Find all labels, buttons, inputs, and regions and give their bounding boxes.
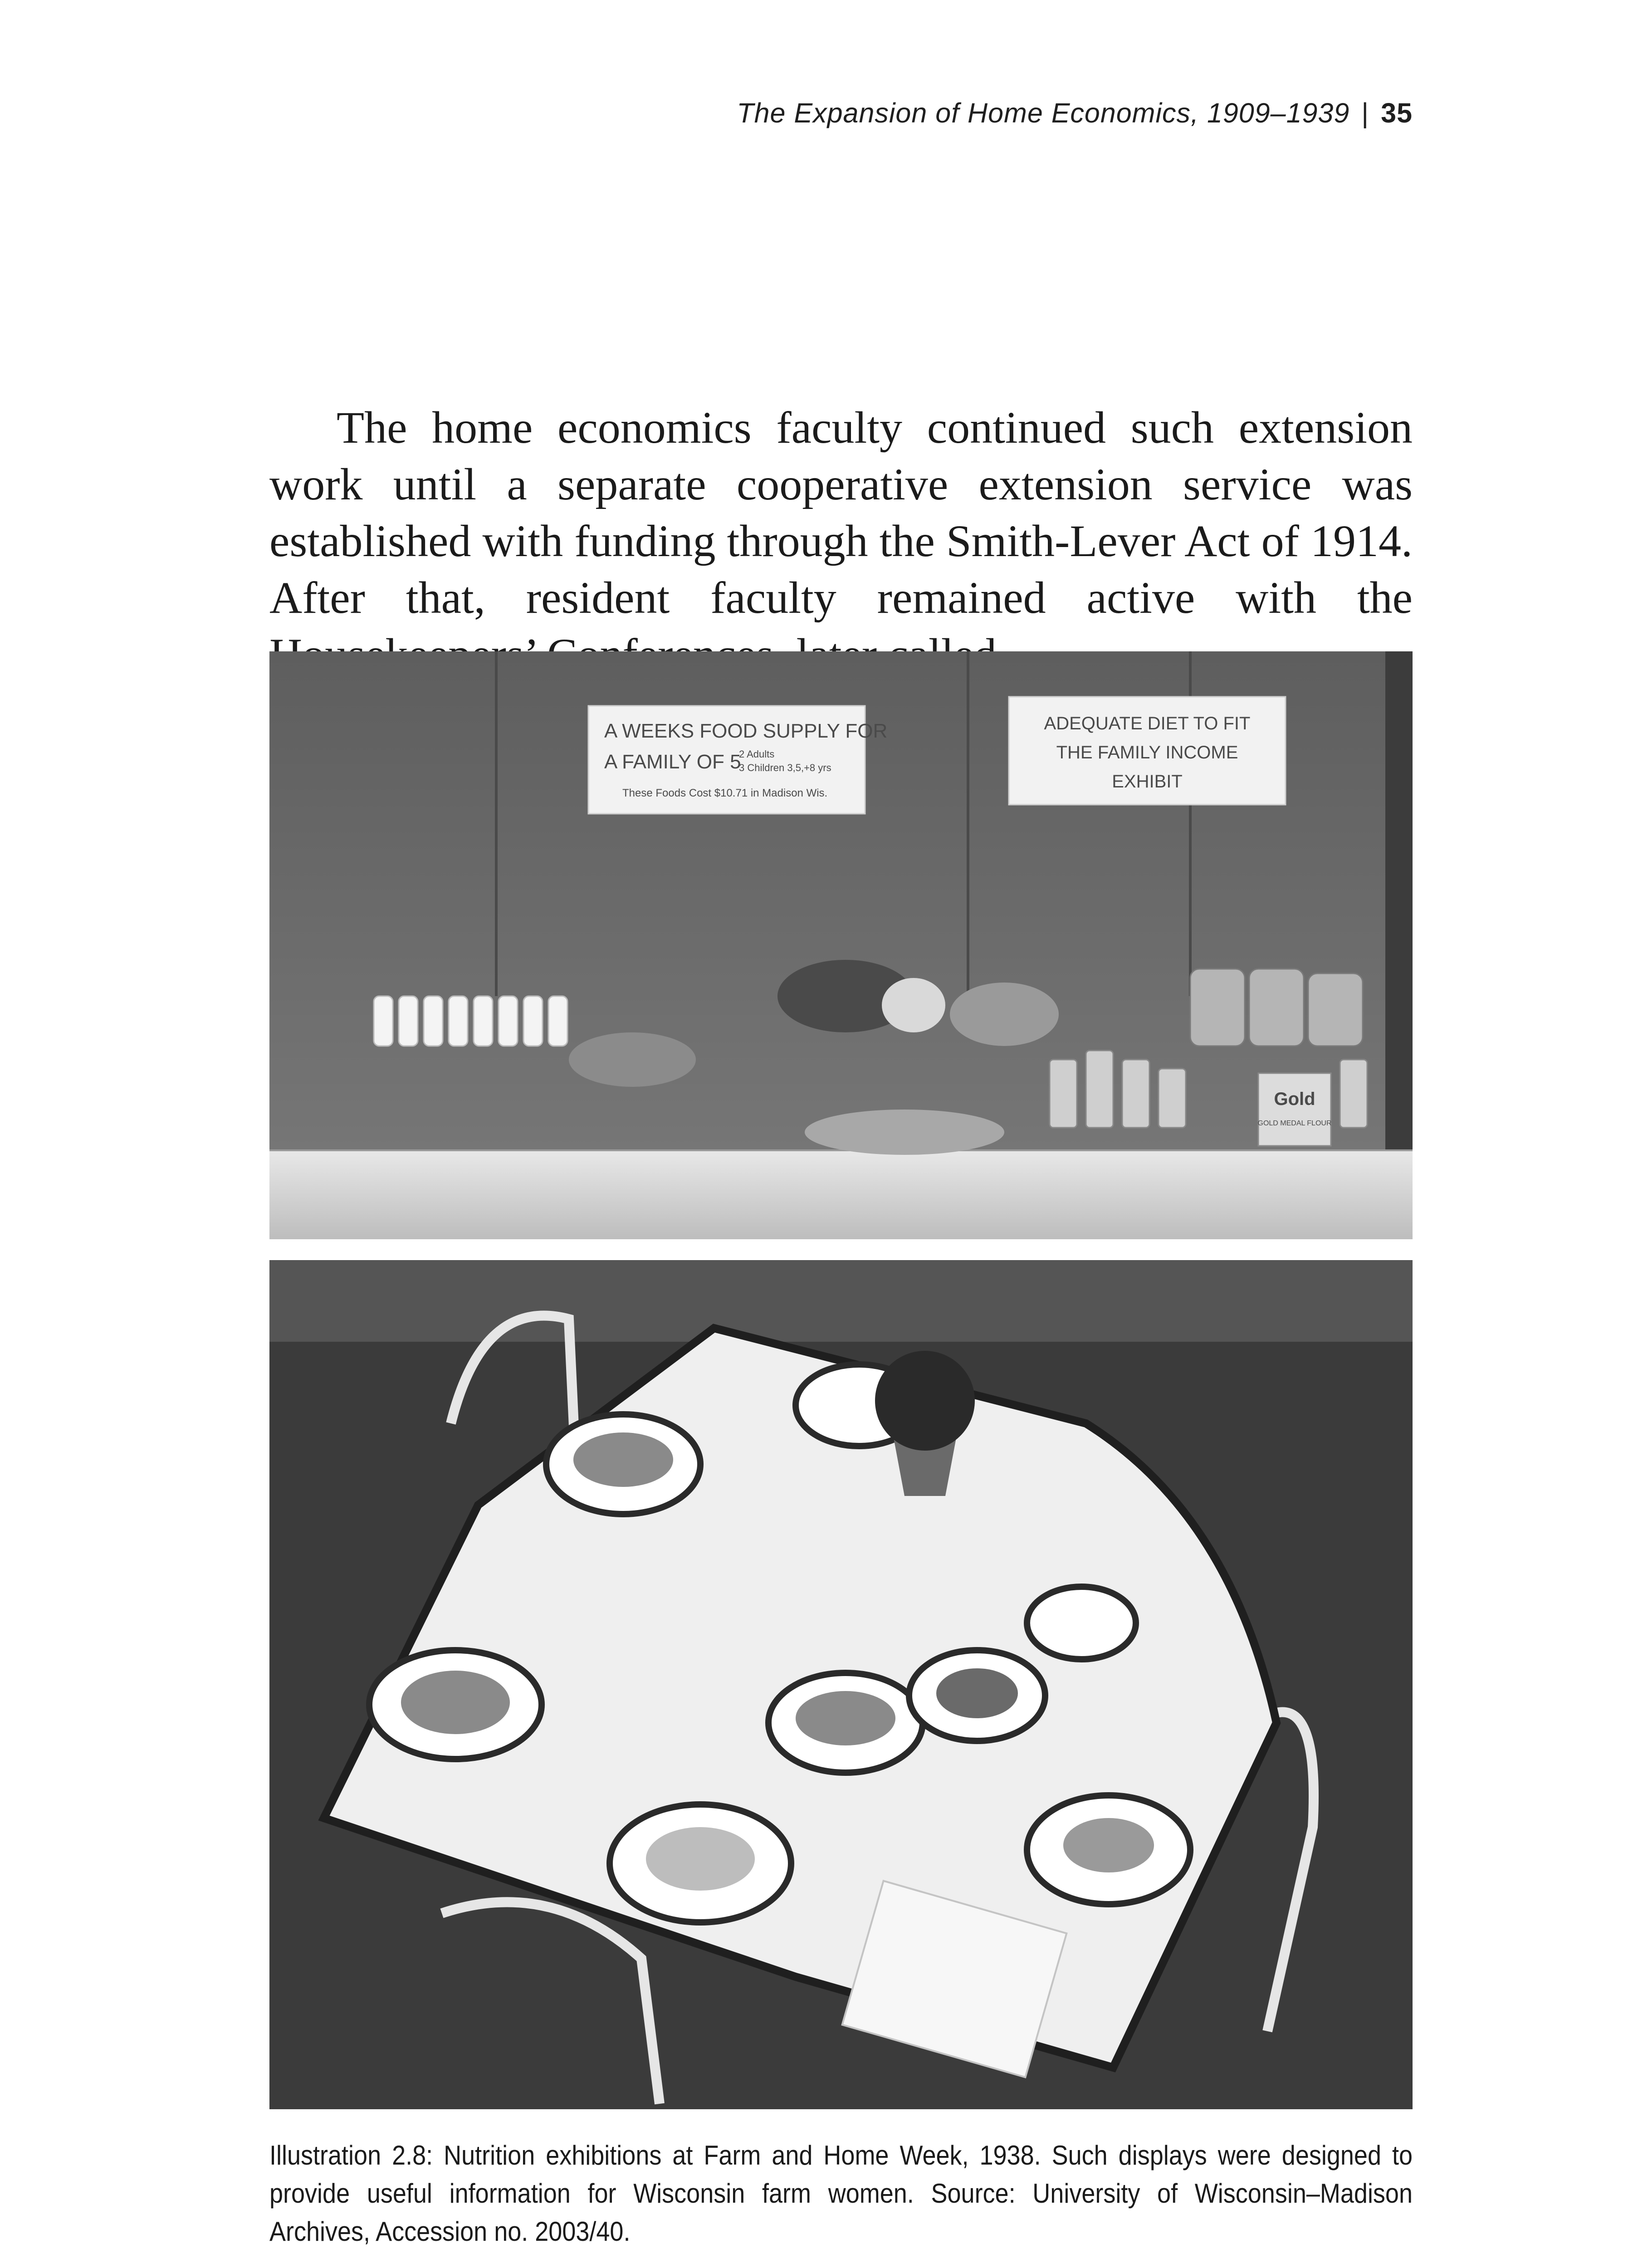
sign-left-brace-line1: 2 Adults: [739, 748, 775, 760]
sign-left-line3: These Foods Cost $10.71 in Madison Wis.: [622, 787, 828, 799]
dining-table-illustration: [269, 1260, 1413, 2109]
flour-bag-label: GOLD MEDAL FLOUR: [1257, 1119, 1332, 1127]
flour-bag: [1258, 1073, 1332, 1146]
flour-bag-brand: Gold: [1274, 1089, 1315, 1109]
sign-left-line2: A FAMILY OF 5: [604, 751, 741, 773]
food-supply-sign: [588, 706, 887, 814]
exhibit-table-photo: [269, 651, 1413, 1239]
running-head: [737, 97, 1413, 129]
sign-left-brace-line2: 3 Children 3,5,+8 yrs: [739, 762, 831, 773]
dining-table-photo: [269, 1260, 1413, 2109]
sign-right-line2: THE FAMILY INCOME: [1056, 743, 1238, 763]
running-head-title: The Expansion of Home Economics, 1909–1939: [737, 98, 1350, 128]
figure-caption: Illustration 2.8: Nutrition exhibitions at Farm and Home Week, 1938. Such displays were designed to provide useful information for Wisconsin farm women. Source: University of Wisconsin–Madison Archives, Accession no. 2003/40.: [269, 2140, 1413, 2247]
sign-right-line1: ADEQUATE DIET TO FIT: [1044, 714, 1251, 733]
exhibit-table-illustration: [269, 651, 1413, 1239]
adequate-diet-sign: [1009, 697, 1286, 805]
sign-left-line1: A WEEKS FOOD SUPPLY FOR: [604, 720, 888, 742]
exhibit-table: [269, 1150, 1413, 1239]
running-head-separator: |: [1361, 98, 1369, 128]
body-paragraph: The home economics faculty continued such extension work until a separate cooperative extension service was established with funding through the Smith-Lever Act of 1914. After that, resident faculty remained active with the: [269, 402, 1413, 623]
page-number: 35: [1381, 98, 1413, 128]
bread-loaves: [1190, 969, 1363, 1046]
sign-right-line3: EXHIBIT: [1112, 772, 1183, 792]
